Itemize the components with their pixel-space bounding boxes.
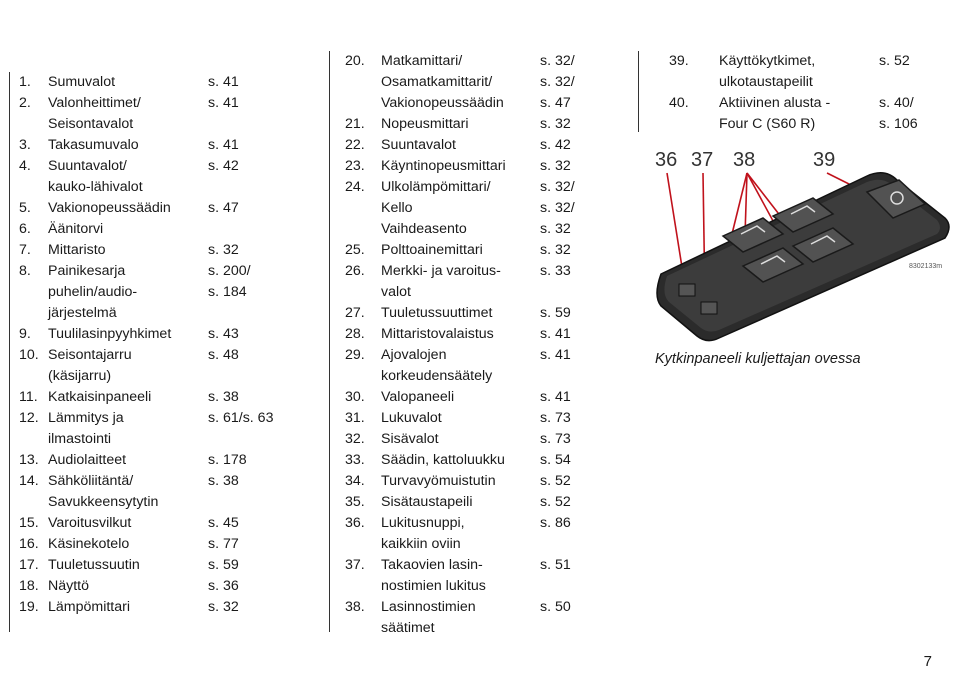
entry-label-line: Tuuletussuutin [48,557,140,573]
entry-page-line: s. 41 [208,74,239,90]
entry-page-line: s. 73 [540,431,571,447]
entry-page-ref [208,345,308,366]
index-entry [330,114,639,135]
entry-page-ref [208,324,308,345]
entry-label-line: Ajovalojen [381,347,447,363]
entry-label-line: Käyntinopeusmittari [381,158,506,174]
index-column-2 [330,51,639,639]
entry-number: 25. [345,242,365,258]
entry-page-line: s. 43 [208,326,239,342]
entry-label-line: säätimet [381,620,435,636]
entry-page-line: s. 47 [208,200,239,216]
index-entry [0,576,330,597]
index-entry [330,51,639,114]
entry-label [381,303,540,324]
entry-label [381,156,540,177]
entry-page-ref [540,555,620,576]
entry-label [381,513,540,555]
entry-page-ref [208,261,308,303]
entry-page-line: s. 47 [540,95,571,111]
entry-page-line: s. 45 [208,515,239,531]
entry-page-line: s. 184 [208,284,247,300]
entry-label-line: valot [381,284,411,300]
index-entry [330,177,639,240]
entry-label-line: Lasinnostimien [381,599,476,615]
index-entry [0,240,330,261]
entry-page-line: s. 42 [540,137,571,153]
entry-number: 6. [19,221,31,237]
entry-label [381,450,540,471]
entry-page-line: s. 32/ [540,200,575,216]
entry-label [48,576,208,597]
entry-label-line: järjestelmä [48,305,117,321]
entry-page-ref [540,450,620,471]
entry-page-ref [540,597,620,618]
switch-panel-figure [653,146,953,376]
index-entry [330,597,639,639]
entry-page-line: s. 59 [540,305,571,321]
index-entry [0,219,330,240]
entry-label-line: Seisontajarru [48,347,132,363]
entry-label [719,93,879,135]
entry-page-ref [208,156,308,177]
figure-caption: Kytkinpaneeli kuljettajan ovessa [655,351,861,367]
entry-label-line: Katkaisinpaneeli [48,389,152,405]
entry-label-line: Sähköliitäntä/ [48,473,134,489]
entry-page-line: s. 32 [540,221,571,237]
entry-label [381,324,540,345]
entry-page-ref [540,345,620,366]
entry-number: 35. [345,494,365,510]
index-entry [0,471,330,513]
entry-page-line: s. 200/ [208,263,251,279]
entry-label [48,408,208,450]
entry-page-line: s. 41 [540,347,571,363]
index-entry [639,51,960,93]
entry-page-ref [540,135,620,156]
entry-page-line: s. 32 [208,599,239,615]
entry-label [381,408,540,429]
entry-number: 16. [19,536,39,552]
index-entry [639,93,960,135]
entry-page-ref [208,555,308,576]
entry-label-line: Ulkolämpömittari/ [381,179,491,195]
entry-label-line: Matkamittari/ [381,53,463,69]
entry-label-line: Lämpömittari [48,599,131,615]
entry-page-line: s. 52 [540,494,571,510]
entry-label [48,597,208,618]
entry-number: 4. [19,158,31,174]
callout-label: 36 [655,149,678,171]
entry-page-line: s. 51 [540,557,571,573]
index-entry [330,429,639,450]
entry-page-line: s. 59 [208,557,239,573]
entry-page-ref [208,513,308,534]
entry-label [381,114,540,135]
index-column-1 [0,72,330,618]
entry-page-line: s. 42 [208,158,239,174]
entry-label-line: Näyttö [48,578,90,594]
entry-number: 9. [19,326,31,342]
entry-label [48,93,208,135]
entry-label-line: ilmastointi [48,431,112,447]
entry-number: 19. [19,599,39,615]
entry-page-ref [208,72,308,93]
index-entry [330,450,639,471]
entry-number: 5. [19,200,31,216]
entry-label [381,135,540,156]
entry-page-ref [208,597,308,618]
entry-label [48,240,208,261]
entry-label-line: Nopeusmittari [381,116,469,132]
entry-number: 14. [19,473,39,489]
entry-label-line: Sisävalot [381,431,439,447]
entry-page-ref [208,450,308,471]
entry-page-ref [540,114,620,135]
entry-page-ref [208,576,308,597]
index-entry [0,408,330,450]
entry-number: 15. [19,515,39,531]
entry-page-ref [540,303,620,324]
entry-label [48,555,208,576]
entry-label-line: Aktiivinen alusta - [719,95,831,111]
entry-number: 2. [19,95,31,111]
entry-page-ref [208,534,308,555]
entry-page-line: s. 36 [208,578,239,594]
entry-label-line: Polttoainemittari [381,242,483,258]
entry-number: 21. [345,116,365,132]
entry-page-ref [540,408,620,429]
entry-page-line: s. 40/ [879,95,914,111]
callout-label: 38 [733,149,756,171]
entry-page-line: s. 52 [540,473,571,489]
index-entry [330,555,639,597]
index-entry [0,387,330,408]
entry-label [48,513,208,534]
entry-page-line: s. 32/ [540,53,575,69]
index-entry [0,345,330,387]
callout-label: 39 [813,149,836,171]
callout-label: 37 [691,149,714,171]
entry-label-line: Turvavyömuistutin [381,473,496,489]
entry-label [48,471,208,513]
entry-page-ref [208,93,308,114]
entry-page-line: s. 73 [540,410,571,426]
index-entry [330,324,639,345]
entry-page-ref [879,93,949,135]
entry-number: 30. [345,389,365,405]
entry-page-ref [208,408,308,429]
index-entry [0,555,330,576]
entry-label-line: Käyttökytkimet, [719,53,816,69]
entry-number: 13. [19,452,39,468]
entry-number: 22. [345,137,365,153]
entry-page-ref [540,324,620,345]
entry-label [48,345,208,387]
entry-page-line: s. 48 [208,347,239,363]
entry-number: 1. [19,74,31,90]
index-entry [330,261,639,303]
entry-page-line: s. 52 [879,53,910,69]
entry-label-line: Suuntavalot/ [48,158,127,174]
index-entry [0,156,330,198]
entry-page-ref [540,471,620,492]
entry-page-ref [208,471,308,492]
entry-label-line: Säädin, kattoluukku [381,452,505,468]
entry-label-line: Äänitorvi [48,221,104,237]
entry-number: 33. [345,452,365,468]
index-entry [0,261,330,324]
entry-label [48,387,208,408]
entry-label-line: Tuulilasinpyyhkimet [48,326,172,342]
index-entry [0,135,330,156]
entry-page-line: s. 32 [540,158,571,174]
entry-page-ref [540,261,620,282]
entry-page-line: s. 33 [540,263,571,279]
entry-label [48,156,208,198]
entry-label-line: korkeudensäätely [381,368,493,384]
index-entry [0,72,330,93]
entry-label [381,597,540,639]
entry-page-line: s. 38 [208,473,239,489]
entry-number: 29. [345,347,365,363]
entry-label [48,450,208,471]
entry-label-line: Savukkeensytytin [48,494,159,510]
entry-page-line: s. 86 [540,515,571,531]
entry-page-line: s. 32/ [540,179,575,195]
entry-number: 27. [345,305,365,321]
entry-label-line: kaikkiin oviin [381,536,461,552]
index-entry [0,324,330,345]
entry-label-line: Varoitusvilkut [48,515,132,531]
index-entry [0,534,330,555]
entry-number: 36. [345,515,365,531]
entry-number: 20. [345,53,365,69]
entry-page-line: s. 61/s. 63 [208,410,274,426]
entry-label-line: Merkki- ja varoitus- [381,263,501,279]
entry-page-line: s. 32 [540,242,571,258]
entry-page-ref [540,156,620,177]
entry-label-line: Valopaneeli [381,389,455,405]
entry-page-line: s. 32/ [540,74,575,90]
entry-number: 40. [669,95,689,111]
entry-page-ref [540,51,620,114]
entry-page-line: s. 32 [208,242,239,258]
entry-label-line: (käsijarru) [48,368,112,384]
entry-label-line: Käsinekotelo [48,536,130,552]
image-code: 8302133m [909,263,943,270]
entry-number: 38. [345,599,365,615]
entry-label-line: Audiolaitteet [48,452,127,468]
entry-label-line: Mittaristovalaistus [381,326,494,342]
entry-label [381,555,540,597]
entry-page-line: s. 178 [208,452,247,468]
entry-label [48,219,208,240]
index-entry [330,345,639,387]
entry-page-ref [208,198,308,219]
entry-number: 37. [345,557,365,573]
entry-label [381,429,540,450]
entry-label-line: Valonheittimet/ [48,95,141,111]
entry-label-line: puhelin/audio- [48,284,138,300]
entry-page-ref [208,135,308,156]
entry-label [381,387,540,408]
entry-page-line: s. 38 [208,389,239,405]
entry-label-line: nostimien lukitus [381,578,486,594]
entry-page-ref [540,513,620,534]
entry-label [381,51,540,114]
index-column-3 [639,51,960,135]
entry-page-line: s. 106 [879,116,918,132]
entry-label-line: Four C (S60 R) [719,116,816,132]
entry-label [48,534,208,555]
entry-label [48,72,208,93]
entry-page-line: s. 77 [208,536,239,552]
entry-label [48,324,208,345]
entry-page-ref [879,51,949,72]
entry-label [719,51,879,93]
entry-label-line: Kello [381,200,413,216]
entry-page-line: s. 41 [208,137,239,153]
entry-page-line: s. 41 [540,326,571,342]
entry-number: 8. [19,263,31,279]
child-lock-button [701,302,717,314]
entry-number: 31. [345,410,365,426]
entry-label-line: Lämmitys ja [48,410,124,426]
index-entry [0,93,330,135]
entry-label-line: ulkotaustapeilit [719,74,813,90]
entry-page-ref [208,387,308,408]
entry-label [48,198,208,219]
entry-label-line: Seisontavalot [48,116,134,132]
entry-label-line: Mittaristo [48,242,106,258]
entry-number: 7. [19,242,31,258]
entry-number: 24. [345,179,365,195]
entry-label [48,135,208,156]
entry-page-ref [540,387,620,408]
index-entry [330,303,639,324]
entry-page-ref [208,240,308,261]
entry-number: 3. [19,137,31,153]
index-entry [330,471,639,492]
entry-label-line: kauko-lähivalot [48,179,143,195]
entry-label-line: Takasumuvalo [48,137,139,153]
entry-label-line: Lukitusnuppi, [381,515,465,531]
entry-label [381,240,540,261]
entry-label-line: Lukuvalot [381,410,442,426]
entry-number: 10. [19,347,39,363]
entry-label [381,345,540,387]
entry-number: 12. [19,410,39,426]
entry-number: 11. [19,389,38,405]
entry-number: 39. [669,53,689,69]
entry-page-ref [540,177,620,240]
page-number: 7 [923,653,932,670]
entry-label-line: Vakionopeussäädin [381,95,504,111]
entry-page-line: s. 32 [540,116,571,132]
index-entry [330,135,639,156]
entry-number: 32. [345,431,365,447]
entry-label-line: Sumuvalot [48,74,116,90]
entry-number: 17. [19,557,39,573]
entry-page-ref [540,492,620,513]
entry-page-line: s. 41 [540,389,571,405]
lock-button [679,284,695,296]
index-entry [330,240,639,261]
entry-label [381,492,540,513]
entry-label [381,261,540,303]
index-entry [330,513,639,555]
entry-number: 23. [345,158,365,174]
entry-label-line: Osamatkamittarit/ [381,74,493,90]
entry-label-line: Vakionopeussäädin [48,200,171,216]
entry-page-line: s. 54 [540,452,571,468]
entry-page-line: s. 50 [540,599,571,615]
index-entry [330,408,639,429]
entry-page-ref [540,240,620,261]
entry-label [381,471,540,492]
index-entry [330,387,639,408]
index-entry [330,156,639,177]
entry-page-ref [540,429,620,450]
index-entry [0,513,330,534]
entry-number: 18. [19,578,39,594]
entry-page-line: s. 41 [208,95,239,111]
index-entry [0,450,330,471]
entry-label-line: Sisätaustapeili [381,494,473,510]
entry-label-line: Painikesarja [48,263,126,279]
entry-label-line: Vaihdeasento [381,221,467,237]
entry-number: 26. [345,263,365,279]
entry-label-line: Suuntavalot [381,137,456,153]
index-entry [330,492,639,513]
entry-label [381,177,540,240]
entry-number: 28. [345,326,365,342]
entry-label-line: Takaovien lasin- [381,557,483,573]
entry-number: 34. [345,473,365,489]
entry-label-line: Tuuletussuuttimet [381,305,493,321]
index-entry [0,597,330,618]
index-entry [0,198,330,219]
entry-label [48,261,208,324]
